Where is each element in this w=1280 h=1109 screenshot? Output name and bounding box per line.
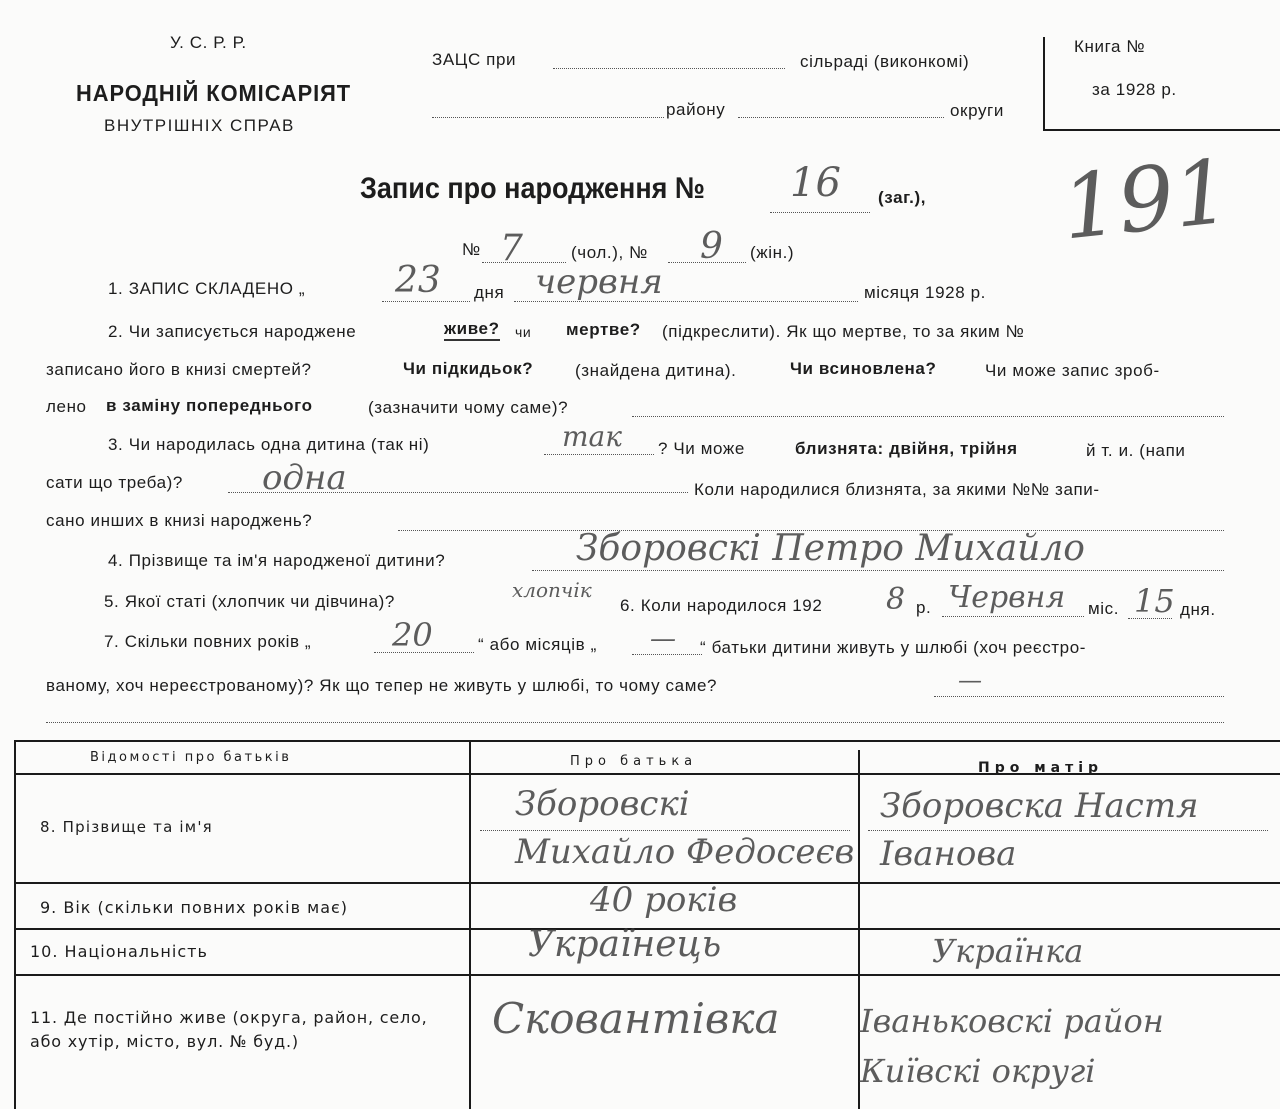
mother-nationality: Українка xyxy=(932,932,1084,970)
record-number: 16 xyxy=(790,160,841,206)
q4-answer: Зборовскі Петро Михайло xyxy=(576,528,1085,569)
zhin-number: 9 xyxy=(700,226,723,267)
mother-name: Зборовска Настя Іванова xyxy=(880,786,1199,874)
q2-label: 2. Чи записується народжене xyxy=(108,322,357,341)
q3-line2: сати що треба)? xyxy=(46,473,183,492)
q2-adopted: Чи всиновлена? xyxy=(790,359,937,378)
q1-day: 23 xyxy=(395,260,441,301)
q7-months: — xyxy=(650,624,676,654)
q3-twins-q: ? Чи може xyxy=(658,439,745,458)
q1-month: червня xyxy=(535,262,663,302)
zhin-label: (жін.) xyxy=(750,243,795,262)
q7-months-field xyxy=(632,654,702,655)
row-8-label: 8. Прізвище та ім'я xyxy=(40,818,213,836)
book-box-bottom-border xyxy=(1043,129,1280,131)
q5-label: 5. Якої статі (хлопчик чи дівчина)? xyxy=(104,592,395,611)
q2-field xyxy=(632,416,1224,417)
q2-dead: мертве? xyxy=(566,320,641,339)
q6-month-field xyxy=(942,616,1084,617)
q2-line2: записано його в книзі смертей? xyxy=(46,360,312,379)
ussr-label: У. С. Р. Р. xyxy=(170,33,247,52)
q2-or: чи xyxy=(515,324,532,340)
book-number-label: Книга № xyxy=(1074,37,1146,56)
q7-field xyxy=(934,696,1224,697)
q2-reason: (зазначити чому саме)? xyxy=(368,398,569,417)
father-residence: Сковантівка xyxy=(492,994,780,1043)
row-11-label: 11. Де постійно живе (округа, район, село, або хутір, місто, вул. № буд.) xyxy=(30,1008,428,1051)
table-header-mother: Про матір xyxy=(978,760,1104,776)
q7-line2: ваному, хоч нереєстрованому)? Як що тепер не живуть у шлюбі, то чому саме? xyxy=(46,676,718,695)
table-col-divider-1 xyxy=(469,740,471,1109)
q6-label: 6. Коли народилося 192 xyxy=(620,596,823,615)
mother-residence: Іваньковскі район Київскі округі xyxy=(860,1002,1164,1090)
table-header-info: Відомості про батьків xyxy=(90,750,292,765)
q6-year: 8 xyxy=(886,582,906,617)
q2-replacement: в заміну попереднього xyxy=(106,396,313,415)
chol-label: (чол.), № xyxy=(571,243,648,262)
commissariat-subtitle: ВНУТРІШНІХ СПРАВ xyxy=(104,116,295,135)
book-box-left-border xyxy=(1043,37,1045,130)
zag-label: (заг.), xyxy=(878,188,927,207)
q6-dnya: дня. xyxy=(1180,600,1216,619)
q1-label: 1. ЗАПИС СКЛАДЕНО „ xyxy=(108,279,306,298)
q7-field-extra xyxy=(46,722,1224,723)
raion-label: району xyxy=(666,100,726,119)
table-top-border xyxy=(14,740,1280,742)
q3-twins-when: Коли народилися близнята, за якими №№ запи- xyxy=(694,480,1100,499)
big-record-number: 191 xyxy=(1057,139,1235,260)
q7-years: 20 xyxy=(392,616,433,654)
okruga-field xyxy=(738,117,944,118)
q1-month-field xyxy=(514,301,858,302)
q1-year: місяця 1928 р. xyxy=(864,283,986,302)
q3-twins: близнята: двійня, трійня xyxy=(795,439,1018,458)
q3-line3: сано инших в книзі народжень? xyxy=(46,511,313,530)
q3-answer2: одна xyxy=(262,458,347,498)
q4-label: 4. Прізвище та ім'я народженої дитини? xyxy=(108,551,446,570)
q1-day-field xyxy=(382,301,470,302)
row-10-label: 10. Національність xyxy=(30,942,208,961)
q2-text: (підкреслити). Як що мертве, то за яким № xyxy=(662,322,1025,341)
q4-field xyxy=(532,570,1224,571)
q5-answer: хлопчік xyxy=(512,578,592,602)
q2-foundling: Чи підкидьок? xyxy=(403,359,534,378)
commissariat-title: НАРОДНІЙ КОМІСАРІЯТ xyxy=(76,80,352,106)
okruga-label: округи xyxy=(950,101,1004,120)
q3-answer2-field xyxy=(228,492,688,493)
q6-month: Червня xyxy=(948,580,1066,615)
q2-alive: живе? xyxy=(444,319,500,341)
father-age: 40 років xyxy=(590,880,738,920)
chol-number: 7 xyxy=(500,228,523,269)
table-header-father: Про батька xyxy=(570,754,698,769)
silradi-label: сільраді (виконкомі) xyxy=(800,52,970,71)
q6-day: 15 xyxy=(1134,582,1175,620)
q7-marriage: “ батьки дитини живуть у шлюбі (хоч реєстро- xyxy=(700,638,1087,657)
chol-no-label: № xyxy=(462,240,481,259)
q2-line3: лено xyxy=(46,397,87,416)
q1-dnya: дня xyxy=(474,283,505,302)
row-9-label: 9. Вік (скільки повних років має) xyxy=(40,898,349,917)
raion-field xyxy=(432,117,664,118)
zags-label: ЗАЦС при xyxy=(432,50,517,69)
zhin-field xyxy=(668,262,746,263)
record-number-field xyxy=(770,212,870,213)
q2-record-change: Чи може запис зроб- xyxy=(985,361,1160,380)
q3-answer: так xyxy=(562,420,622,453)
q6-r: р. xyxy=(916,598,932,617)
q2-found-child: (знайдена дитина). xyxy=(575,361,737,380)
q3-answer-field xyxy=(544,454,654,455)
q7-months-label: “ або місяців „ xyxy=(478,635,597,654)
q7-label: 7. Скільки повних років „ xyxy=(104,632,312,651)
father-nationality: Українець xyxy=(528,924,722,965)
q6-day-field xyxy=(1128,618,1172,619)
record-title: Запис про народження № xyxy=(360,172,706,205)
father-name: Зборовскі Михайло Федосеєв xyxy=(515,784,855,872)
q7-answer: — xyxy=(958,666,982,694)
q6-mis: міс. xyxy=(1088,599,1120,618)
q3-label: 3. Чи народилась одна дитина (так ні) xyxy=(108,435,430,454)
table-row-10-bottom xyxy=(14,974,1280,976)
zags-field xyxy=(553,68,785,69)
book-year-label: за 1928 р. xyxy=(1092,80,1177,99)
q7-years-field xyxy=(374,652,474,653)
q3-etc: й т. и. (напи xyxy=(1086,441,1186,460)
table-left-border xyxy=(14,740,16,1109)
